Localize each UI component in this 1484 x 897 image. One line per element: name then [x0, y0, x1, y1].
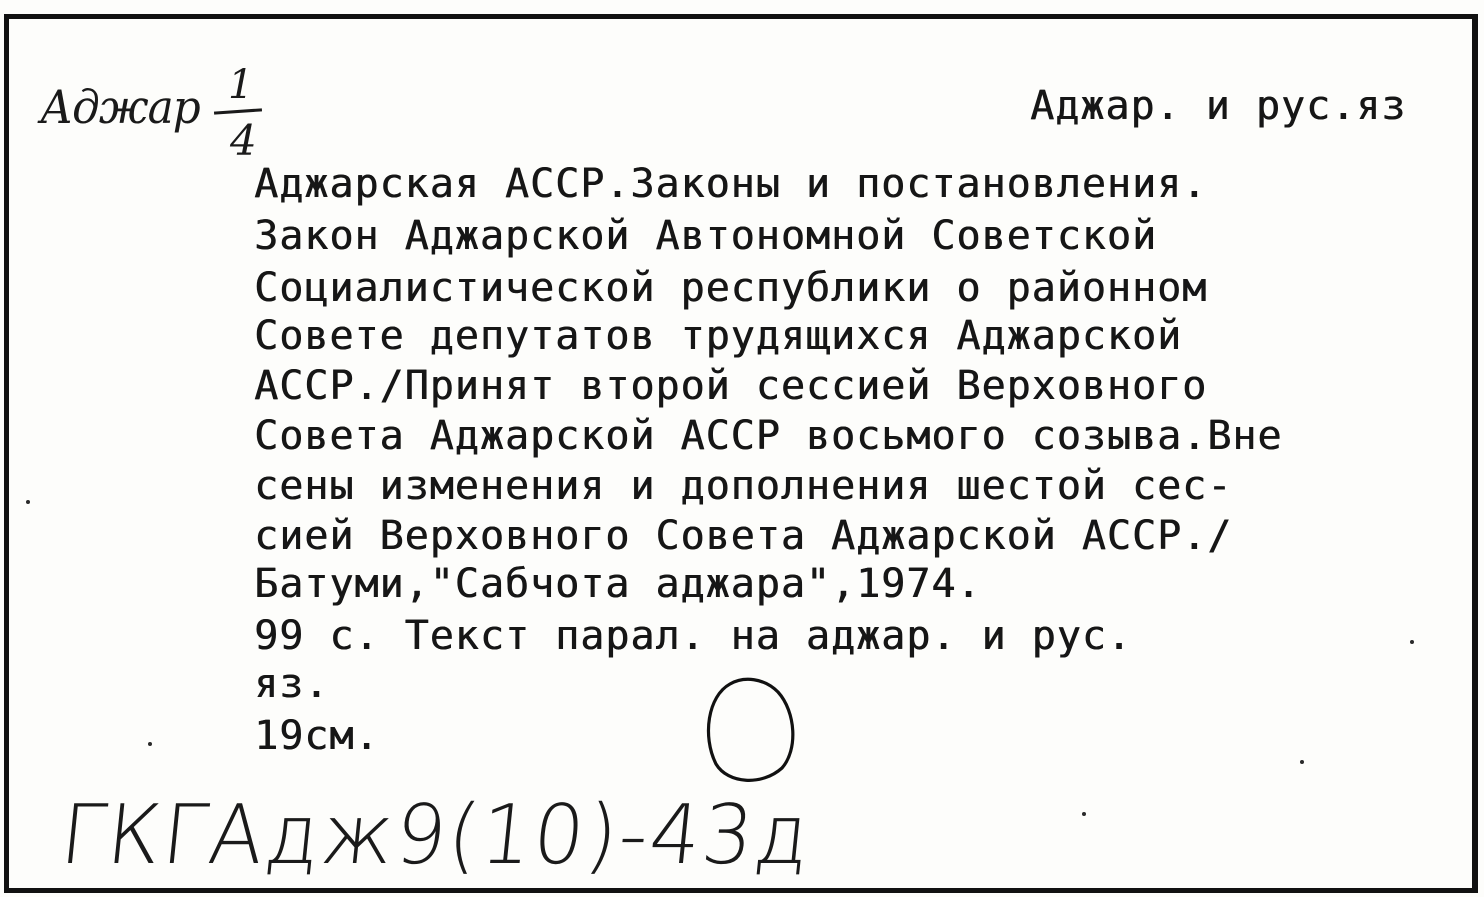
handwritten-shelfmark: ГКГАдж9(10)-43д: [56, 788, 816, 883]
language-note: Аджар. и рус.яз: [1030, 83, 1407, 129]
fraction-bar: [214, 108, 262, 114]
card-border-right: [1472, 14, 1478, 892]
card-line-3: Социалистической республики о районном: [254, 265, 1208, 311]
fraction-denominator: 4: [230, 116, 257, 165]
fraction-numerator: 1: [228, 62, 254, 108]
card-line-6: Совета Аджарской АССР восьмого созыва.Вне: [254, 413, 1283, 459]
card-border-top: [6, 14, 1476, 19]
handwritten-fraction: [214, 62, 258, 172]
card-line-7: сены изменения и дополнения шестой сес-: [254, 463, 1233, 509]
card-line-11: яз.: [254, 661, 330, 707]
card-line-9: Батуми,"Сабчота аджара",1974.: [254, 561, 982, 607]
card-line-2: Закон Аджарской Автономной Советской: [254, 213, 1157, 259]
card-line-10: 99 с. Текст парал. на аджар. и рус.: [254, 613, 1132, 659]
hand-drawn-circle: [700, 676, 798, 788]
card-border-bottom: [4, 888, 1478, 893]
scan-speck: [1300, 760, 1304, 764]
scan-speck: [1410, 640, 1414, 644]
card-line-4: Совете депутатов трудящихся Аджарской: [254, 313, 1183, 359]
scan-speck: [148, 742, 152, 746]
card-border-left: [4, 14, 9, 892]
scan-speck: [26, 500, 30, 504]
card-line-5: АССР./Принят второй сессией Верховного: [254, 363, 1208, 409]
handwritten-heading: Аджар: [40, 80, 200, 134]
card-line-12: 19см.: [254, 713, 380, 759]
card-line-8: сией Верховного Совета Аджарской АССР./: [254, 513, 1233, 559]
scan-speck: [1082, 812, 1086, 816]
card-line-1: Аджарская АССР.Законы и постановления.: [254, 161, 1208, 207]
